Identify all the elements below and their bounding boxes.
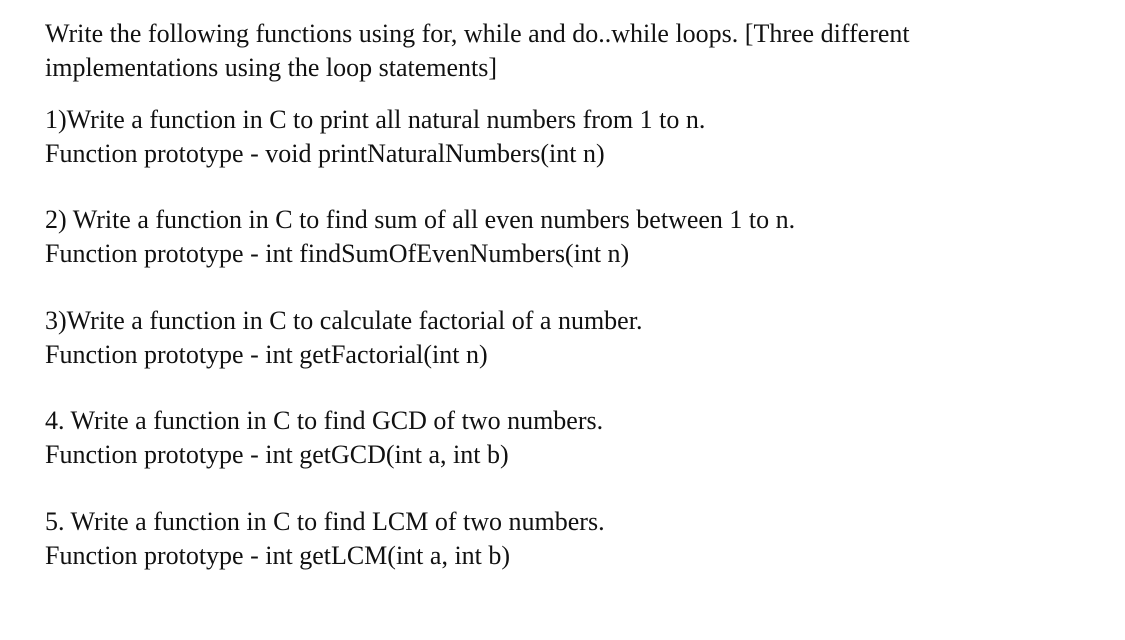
question-statement: 4. Write a function in C to find GCD of two numbers. — [45, 406, 604, 435]
question-statement: 1)Write a function in C to print all natural numbers from 1 to n. — [45, 105, 706, 134]
function-prototype: Function prototype - int getLCM(int a, int b) — [45, 541, 511, 570]
question-4 — [45, 404, 1085, 472]
instructions-line-2: implementations using the loop statements] — [45, 53, 498, 82]
question-3 — [45, 304, 1085, 372]
question-1 — [45, 103, 1085, 171]
function-prototype: Function prototype - int getGCD(int a, int b) — [45, 440, 509, 469]
question-statement: 2) Write a function in C to find sum of all even numbers between 1 to n. — [45, 205, 796, 234]
function-prototype: Function prototype - int findSumOfEvenNumbers(int n) — [45, 239, 630, 268]
question-5 — [45, 505, 1085, 573]
function-prototype: Function prototype - void printNaturalNumbers(int n) — [45, 139, 605, 168]
question-statement: 5. Write a function in C to find LCM of two numbers. — [45, 507, 605, 536]
question-statement: 3)Write a function in C to calculate factorial of a number. — [45, 306, 643, 335]
instructions-paragraph — [45, 17, 1085, 85]
instructions-line-1: Write the following functions using for, while and do..while loops. [Three different — [45, 19, 910, 48]
function-prototype: Function prototype - int getFactorial(int n) — [45, 340, 488, 369]
question-2 — [45, 203, 1085, 271]
